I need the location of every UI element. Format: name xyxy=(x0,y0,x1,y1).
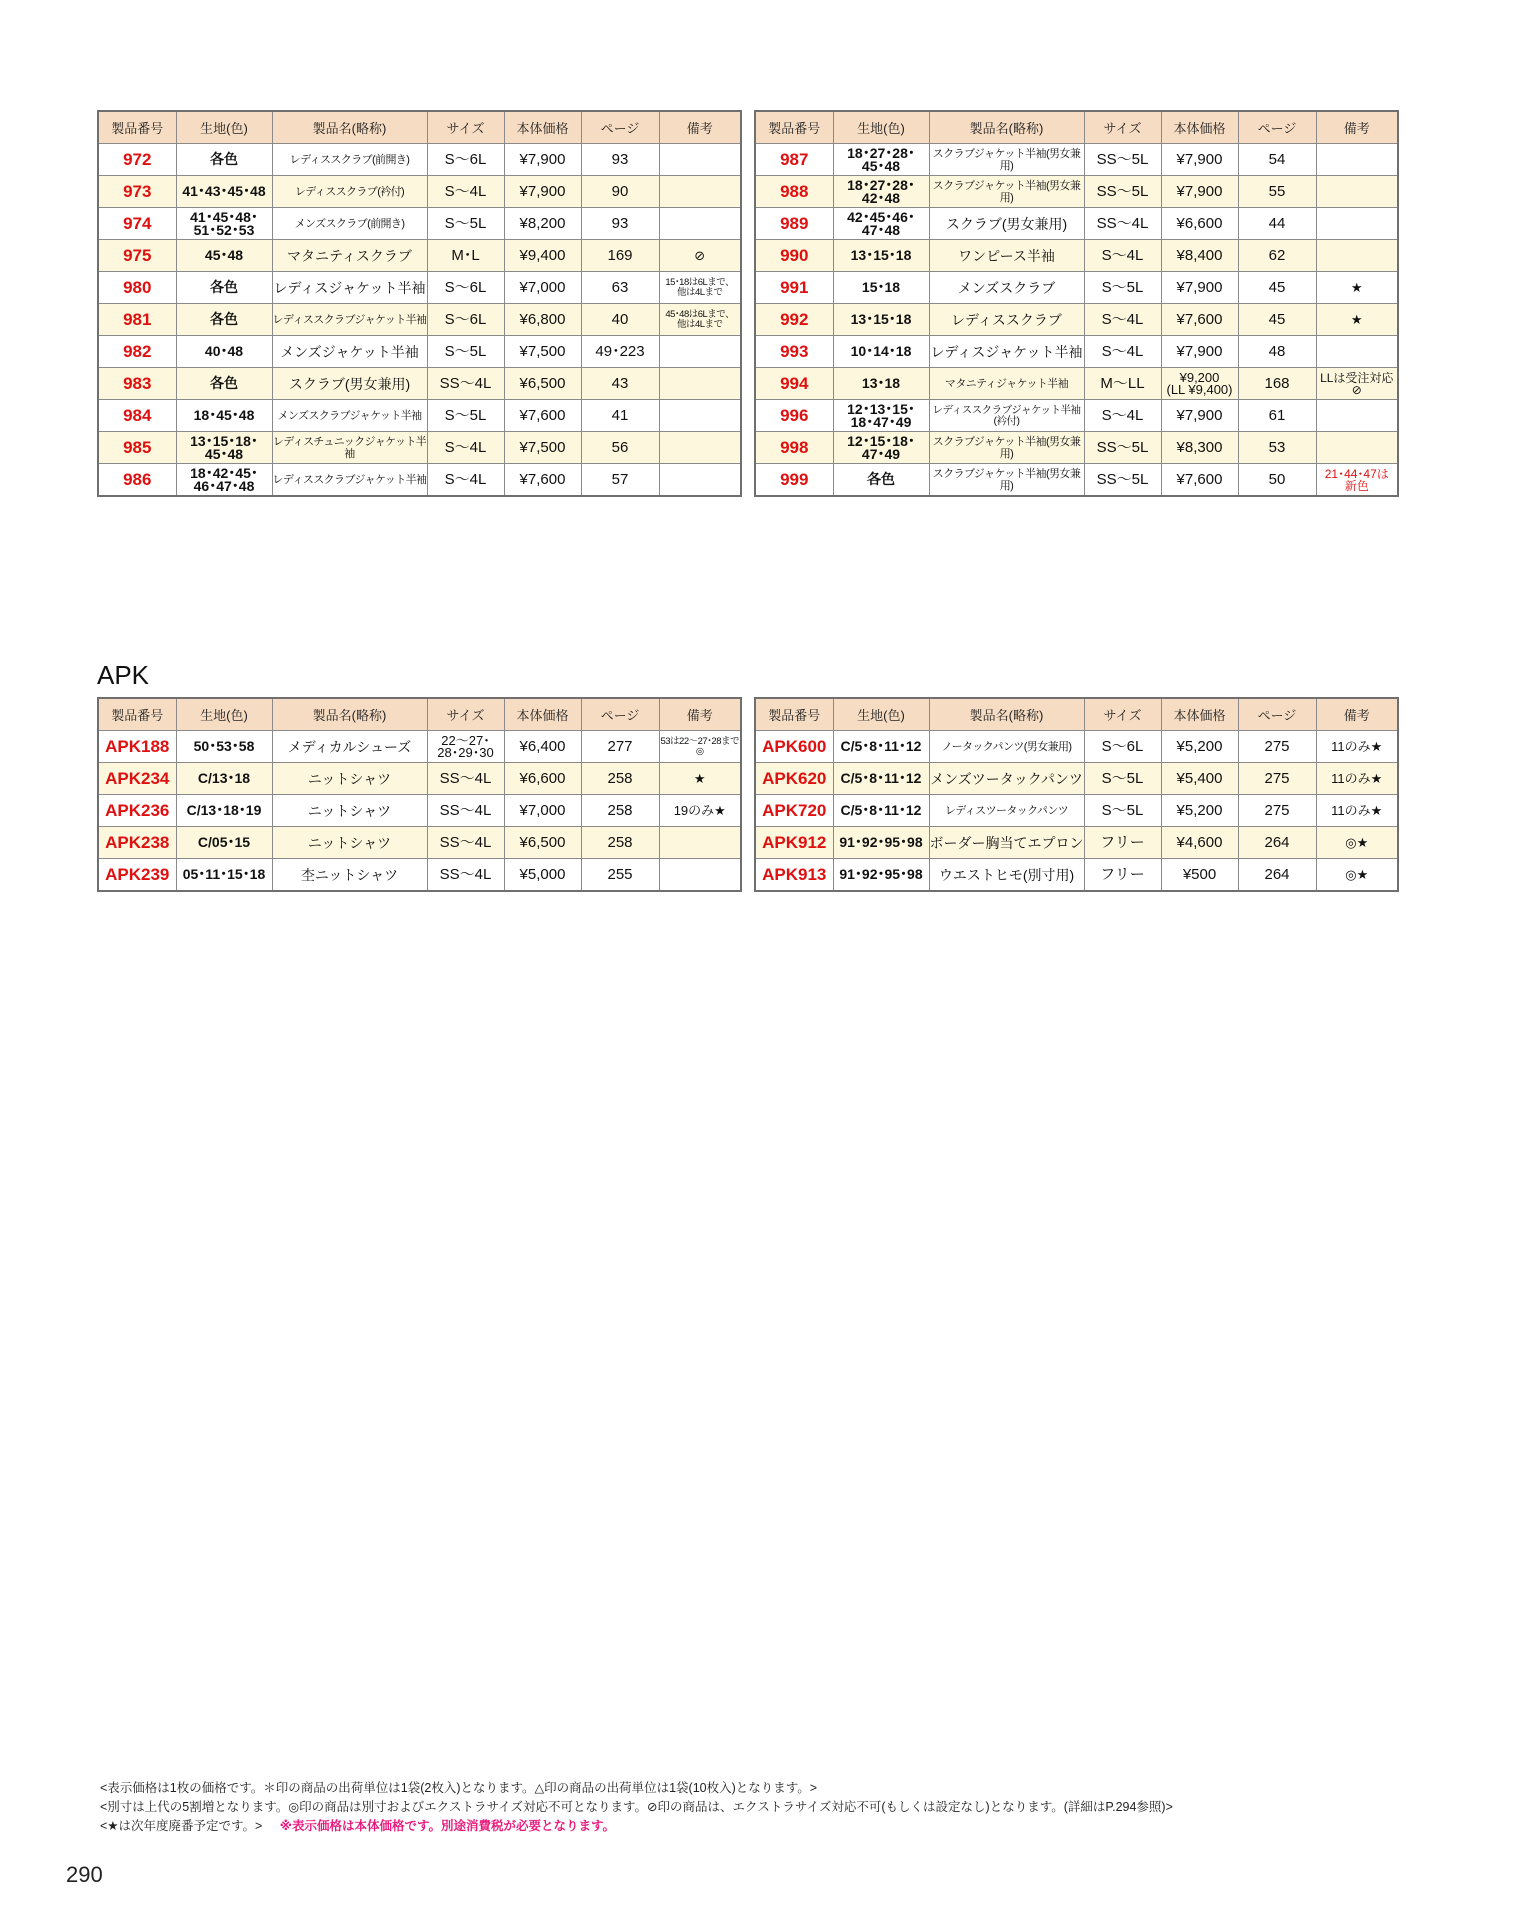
product-name: 杢ニットシャツ xyxy=(272,859,427,892)
product-code: 996 xyxy=(755,400,833,432)
catalog-page: 168 xyxy=(1238,368,1316,400)
header-fabric: 生地(色) xyxy=(833,698,929,731)
footer-note-2: <別寸は上代の5割増となります。◎印の商品は別寸およびエクストラサイズ対応不可となります。⊘印の商品は、エクストラサイズ対応不可(もしくは設定なし)となります。(詳細はP.294参照)> xyxy=(100,1800,1173,1814)
fabric-color: 05･11･15･18 xyxy=(176,859,272,892)
remarks: 21･44･47は 新色 xyxy=(1316,464,1398,497)
table-header-row xyxy=(755,111,1398,144)
table-row xyxy=(98,731,741,763)
remarks xyxy=(1316,208,1398,240)
size-range: SS～5L xyxy=(1084,464,1161,497)
table-row xyxy=(755,208,1398,240)
table-header-row xyxy=(98,111,741,144)
header-fabric: 生地(色) xyxy=(176,111,272,144)
base-price: ¥5,400 xyxy=(1161,763,1238,795)
base-price: ¥6,600 xyxy=(1161,208,1238,240)
remarks xyxy=(1316,176,1398,208)
fabric-color: 13･18 xyxy=(833,368,929,400)
table-row xyxy=(98,144,741,176)
remarks: ★ xyxy=(1316,304,1398,336)
product-code: 980 xyxy=(98,272,176,304)
product-code: 994 xyxy=(755,368,833,400)
catalog-page: 275 xyxy=(1238,763,1316,795)
size-range: S～5L xyxy=(427,400,504,432)
fabric-color: 18･27･28･ 42･48 xyxy=(833,176,929,208)
base-price: ¥500 xyxy=(1161,859,1238,892)
remarks: 45･48は6Lまで、 他は4Lまで xyxy=(659,304,741,336)
product-name: マタニティスクラブ xyxy=(272,240,427,272)
remarks: ◎★ xyxy=(1316,859,1398,892)
catalog-page: 44 xyxy=(1238,208,1316,240)
fabric-color: C/13･18 xyxy=(176,763,272,795)
product-code: 998 xyxy=(755,432,833,464)
fabric-color: C/5･8･11･12 xyxy=(833,731,929,763)
catalog-page: 258 xyxy=(581,795,659,827)
fabric-color: 91･92･95･98 xyxy=(833,827,929,859)
header-price: 本体価格 xyxy=(504,111,581,144)
header-note: 備考 xyxy=(1316,111,1398,144)
fabric-color: 各色 xyxy=(833,464,929,497)
size-range: S～5L xyxy=(427,336,504,368)
catalog-page: 54 xyxy=(1238,144,1316,176)
size-range: S～6L xyxy=(1084,731,1161,763)
fabric-color: 10･14･18 xyxy=(833,336,929,368)
fabric-color: 各色 xyxy=(176,272,272,304)
table-row xyxy=(98,240,741,272)
base-price: ¥7,600 xyxy=(504,464,581,497)
product-code: 993 xyxy=(755,336,833,368)
product-name: レディススクラブジャケット半袖 xyxy=(272,464,427,497)
base-price: ¥9,400 xyxy=(504,240,581,272)
size-range: SS～4L xyxy=(427,859,504,892)
fabric-color: 50･53･58 xyxy=(176,731,272,763)
header-size: サイズ xyxy=(427,111,504,144)
remarks: 19のみ★ xyxy=(659,795,741,827)
remarks xyxy=(1316,144,1398,176)
fabric-color: 42･45･46･ 47･48 xyxy=(833,208,929,240)
size-range: フリー xyxy=(1084,859,1161,892)
remarks: ★ xyxy=(659,763,741,795)
fabric-color: C/13･18･19 xyxy=(176,795,272,827)
size-range: SS～4L xyxy=(427,827,504,859)
table-row xyxy=(98,336,741,368)
fabric-color: 13･15･18 xyxy=(833,304,929,336)
base-price: ¥7,900 xyxy=(1161,272,1238,304)
footer-note-3-text: <★は次年度廃番予定です。> xyxy=(100,1819,263,1833)
apk-table-left xyxy=(97,697,742,892)
product-name: スクラブジャケット半袖(男女兼用) xyxy=(929,176,1084,208)
remarks xyxy=(659,144,741,176)
product-code: 991 xyxy=(755,272,833,304)
catalog-page: 41 xyxy=(581,400,659,432)
product-code: 972 xyxy=(98,144,176,176)
size-range: S～6L xyxy=(427,144,504,176)
remarks: ⊘ xyxy=(659,240,741,272)
product-name: レディススクラブ(前開き) xyxy=(272,144,427,176)
table-row xyxy=(755,336,1398,368)
header-note: 備考 xyxy=(1316,698,1398,731)
product-name: レディスチュニックジャケット半袖 xyxy=(272,432,427,464)
remarks xyxy=(659,336,741,368)
product-name: ワンピース半袖 xyxy=(929,240,1084,272)
fabric-color: 13･15･18 xyxy=(833,240,929,272)
table-row xyxy=(755,400,1398,432)
fabric-color: 18･27･28･ 45･48 xyxy=(833,144,929,176)
catalog-page: 45 xyxy=(1238,304,1316,336)
catalog-page: 61 xyxy=(1238,400,1316,432)
table-row xyxy=(755,240,1398,272)
size-range: SS～4L xyxy=(427,795,504,827)
size-range: M･L xyxy=(427,240,504,272)
remarks xyxy=(659,400,741,432)
size-range: SS～4L xyxy=(427,763,504,795)
product-name: ニットシャツ xyxy=(272,763,427,795)
base-price: ¥6,800 xyxy=(504,304,581,336)
catalog-page: 169 xyxy=(581,240,659,272)
fabric-color: 15･18 xyxy=(833,272,929,304)
table-row xyxy=(755,827,1398,859)
product-name: メンズジャケット半袖 xyxy=(272,336,427,368)
size-range: S～4L xyxy=(427,464,504,497)
size-range: SS～4L xyxy=(427,368,504,400)
catalog-page: 50 xyxy=(1238,464,1316,497)
apk-table-right xyxy=(754,697,1399,892)
fabric-color: 45･48 xyxy=(176,240,272,272)
remarks: 11のみ★ xyxy=(1316,795,1398,827)
product-name: レディススクラブ(衿付) xyxy=(272,176,427,208)
size-range: S～6L xyxy=(427,304,504,336)
header-size: サイズ xyxy=(1084,111,1161,144)
fabric-color: 12･13･15･ 18･47･49 xyxy=(833,400,929,432)
header-price: 本体価格 xyxy=(1161,111,1238,144)
catalog-page: 55 xyxy=(1238,176,1316,208)
remarks: ★ xyxy=(1316,272,1398,304)
size-range: S～5L xyxy=(1084,795,1161,827)
product-name: ニットシャツ xyxy=(272,795,427,827)
product-name: レディススクラブ xyxy=(929,304,1084,336)
product-name: レディススクラブジャケット半袖 xyxy=(272,304,427,336)
remarks: 11のみ★ xyxy=(1316,731,1398,763)
header-code: 製品番号 xyxy=(755,698,833,731)
table-row xyxy=(98,304,741,336)
header-name: 製品名(略称) xyxy=(929,111,1084,144)
remarks xyxy=(659,208,741,240)
remarks xyxy=(659,827,741,859)
catalog-page: 275 xyxy=(1238,795,1316,827)
size-range: S～6L xyxy=(427,272,504,304)
fabric-color: 各色 xyxy=(176,144,272,176)
remarks xyxy=(659,859,741,892)
product-name: メンズスクラブジャケット半袖 xyxy=(272,400,427,432)
product-code: APK912 xyxy=(755,827,833,859)
fabric-color: 41･43･45･48 xyxy=(176,176,272,208)
size-range: S～4L xyxy=(427,432,504,464)
product-name: レディスツータックパンツ xyxy=(929,795,1084,827)
product-name: スクラブ(男女兼用) xyxy=(929,208,1084,240)
size-range: SS～5L xyxy=(1084,176,1161,208)
catalog-page: 40 xyxy=(581,304,659,336)
table-row xyxy=(98,859,741,892)
product-name: メンズスクラブ(前開き) xyxy=(272,208,427,240)
header-page: ページ xyxy=(581,111,659,144)
catalog-page: 45 xyxy=(1238,272,1316,304)
header-page: ページ xyxy=(1238,111,1316,144)
size-range: S～5L xyxy=(1084,272,1161,304)
catalog-page: 258 xyxy=(581,763,659,795)
table-row xyxy=(98,176,741,208)
remarks xyxy=(659,368,741,400)
catalog-page: 277 xyxy=(581,731,659,763)
size-range: S～4L xyxy=(1084,400,1161,432)
table-row xyxy=(755,795,1398,827)
table-row xyxy=(98,272,741,304)
header-code: 製品番号 xyxy=(98,698,176,731)
product-name: メディカルシューズ xyxy=(272,731,427,763)
product-code: APK913 xyxy=(755,859,833,892)
catalog-page: 56 xyxy=(581,432,659,464)
catalog-page: 43 xyxy=(581,368,659,400)
size-range: S～4L xyxy=(1084,304,1161,336)
base-price: ¥6,400 xyxy=(504,731,581,763)
base-price: ¥6,600 xyxy=(504,763,581,795)
base-price: ¥7,900 xyxy=(1161,400,1238,432)
catalog-page: 264 xyxy=(1238,827,1316,859)
catalog-page: 63 xyxy=(581,272,659,304)
product-code: 987 xyxy=(755,144,833,176)
remarks xyxy=(1316,432,1398,464)
header-size: サイズ xyxy=(427,698,504,731)
product-code: APK188 xyxy=(98,731,176,763)
size-range: S～4L xyxy=(1084,336,1161,368)
product-code: APK600 xyxy=(755,731,833,763)
header-note: 備考 xyxy=(659,111,741,144)
fabric-color: 40･48 xyxy=(176,336,272,368)
table-row xyxy=(755,368,1398,400)
fabric-color: 91･92･95･98 xyxy=(833,859,929,892)
catalog-page: 49･223 xyxy=(581,336,659,368)
product-code: 982 xyxy=(98,336,176,368)
base-price: ¥5,200 xyxy=(1161,731,1238,763)
base-price: ¥7,600 xyxy=(1161,464,1238,497)
table-header-row xyxy=(755,698,1398,731)
size-range: S～5L xyxy=(1084,763,1161,795)
header-price: 本体価格 xyxy=(1161,698,1238,731)
base-price: ¥7,900 xyxy=(504,176,581,208)
product-code: APK720 xyxy=(755,795,833,827)
product-name: レディスジャケット半袖 xyxy=(929,336,1084,368)
base-price: ¥7,900 xyxy=(1161,176,1238,208)
table-row xyxy=(98,432,741,464)
product-name: スクラブジャケット半袖(男女兼用) xyxy=(929,144,1084,176)
header-code: 製品番号 xyxy=(98,111,176,144)
base-price: ¥7,600 xyxy=(1161,304,1238,336)
product-code: 990 xyxy=(755,240,833,272)
product-table-top-right xyxy=(754,110,1399,497)
header-fabric: 生地(色) xyxy=(833,111,929,144)
table-row xyxy=(98,827,741,859)
catalog-page: 255 xyxy=(581,859,659,892)
size-range: M～LL xyxy=(1084,368,1161,400)
product-code: 989 xyxy=(755,208,833,240)
catalog-page: 264 xyxy=(1238,859,1316,892)
header-name: 製品名(略称) xyxy=(272,111,427,144)
product-name: マタニティジャケット半袖 xyxy=(929,368,1084,400)
product-name: スクラブジャケット半袖(男女兼用) xyxy=(929,432,1084,464)
product-name: ウエストヒモ(別寸用) xyxy=(929,859,1084,892)
base-price: ¥4,600 xyxy=(1161,827,1238,859)
base-price: ¥5,000 xyxy=(504,859,581,892)
product-name: レディスジャケット半袖 xyxy=(272,272,427,304)
base-price: ¥7,500 xyxy=(504,432,581,464)
base-price: ¥7,900 xyxy=(504,144,581,176)
fabric-color: C/5･8･11･12 xyxy=(833,795,929,827)
product-code: 992 xyxy=(755,304,833,336)
catalog-page: 275 xyxy=(1238,731,1316,763)
table-row xyxy=(755,144,1398,176)
product-code: APK620 xyxy=(755,763,833,795)
size-range: 22～27･ 28･29･30 xyxy=(427,731,504,763)
catalog-page: 53 xyxy=(1238,432,1316,464)
fabric-color: 18･42･45･ 46･47･48 xyxy=(176,464,272,497)
header-fabric: 生地(色) xyxy=(176,698,272,731)
product-code: 975 xyxy=(98,240,176,272)
product-code: 974 xyxy=(98,208,176,240)
base-price: ¥7,000 xyxy=(504,795,581,827)
table-row xyxy=(755,176,1398,208)
base-price: ¥7,000 xyxy=(504,272,581,304)
product-code: 986 xyxy=(98,464,176,497)
fabric-color: 各色 xyxy=(176,368,272,400)
fabric-color: C/5･8･11･12 xyxy=(833,763,929,795)
size-range: S～4L xyxy=(427,176,504,208)
table-row xyxy=(755,763,1398,795)
remarks xyxy=(659,432,741,464)
table-row xyxy=(755,464,1398,497)
footer-note-1: <表示価格は1枚の価格です。＊印の商品の出荷単位は1袋(2枚入)となります。△印の商品の出荷単位は1袋(10枚入)となります。> xyxy=(100,1781,818,1795)
fabric-color: 13･15･18･ 45･48 xyxy=(176,432,272,464)
header-price: 本体価格 xyxy=(504,698,581,731)
table-header-row xyxy=(98,698,741,731)
product-code: 983 xyxy=(98,368,176,400)
base-price: ¥7,900 xyxy=(1161,336,1238,368)
product-table-top-left xyxy=(97,110,742,497)
base-price: ¥9,200 (LL ¥9,400) xyxy=(1161,368,1238,400)
base-price: ¥6,500 xyxy=(504,827,581,859)
product-code: APK239 xyxy=(98,859,176,892)
base-price: ¥7,900 xyxy=(1161,144,1238,176)
remarks xyxy=(659,176,741,208)
catalog-page: 93 xyxy=(581,208,659,240)
remarks xyxy=(1316,240,1398,272)
base-price: ¥7,500 xyxy=(504,336,581,368)
remarks: 53は22～27･28まで ◎ xyxy=(659,731,741,763)
catalog-page: 48 xyxy=(1238,336,1316,368)
catalog-page: 62 xyxy=(1238,240,1316,272)
table-row xyxy=(98,763,741,795)
table-row xyxy=(755,859,1398,892)
table-row xyxy=(98,368,741,400)
fabric-color: 12･15･18･ 47･49 xyxy=(833,432,929,464)
product-name: スクラブ(男女兼用) xyxy=(272,368,427,400)
base-price: ¥6,500 xyxy=(504,368,581,400)
remarks: 11のみ★ xyxy=(1316,763,1398,795)
product-code: APK236 xyxy=(98,795,176,827)
table-row xyxy=(98,400,741,432)
size-range: S～4L xyxy=(1084,240,1161,272)
remarks: ◎★ xyxy=(1316,827,1398,859)
product-code: APK238 xyxy=(98,827,176,859)
size-range: フリー xyxy=(1084,827,1161,859)
product-name: ノータックパンツ(男女兼用) xyxy=(929,731,1084,763)
remarks xyxy=(1316,336,1398,368)
table-row xyxy=(755,432,1398,464)
page-number: 290 xyxy=(66,1862,103,1887)
product-name: レディススクラブジャケット半袖 (衿付) xyxy=(929,400,1084,432)
header-name: 製品名(略称) xyxy=(929,698,1084,731)
size-range: SS～5L xyxy=(1084,144,1161,176)
fabric-color: 41･45･48･ 51･52･53 xyxy=(176,208,272,240)
product-code: APK234 xyxy=(98,763,176,795)
product-code: 999 xyxy=(755,464,833,497)
size-range: SS～4L xyxy=(1084,208,1161,240)
base-price: ¥5,200 xyxy=(1161,795,1238,827)
product-code: 984 xyxy=(98,400,176,432)
catalog-page: 93 xyxy=(581,144,659,176)
fabric-color: C/05･15 xyxy=(176,827,272,859)
table-row xyxy=(98,464,741,497)
size-range: SS～5L xyxy=(1084,432,1161,464)
header-code: 製品番号 xyxy=(755,111,833,144)
table-row xyxy=(755,304,1398,336)
header-page: ページ xyxy=(581,698,659,731)
fabric-color: 各色 xyxy=(176,304,272,336)
product-code: 981 xyxy=(98,304,176,336)
fabric-color: 18･45･48 xyxy=(176,400,272,432)
header-name: 製品名(略称) xyxy=(272,698,427,731)
header-page: ページ xyxy=(1238,698,1316,731)
base-price: ¥8,400 xyxy=(1161,240,1238,272)
product-name: ニットシャツ xyxy=(272,827,427,859)
table-row xyxy=(755,731,1398,763)
catalog-page: 90 xyxy=(581,176,659,208)
footer-tax-note: ※表示価格は本体価格です。別途消費税が必要となります。 xyxy=(279,1819,615,1833)
remarks: 15･18は6Lまで、 他は4Lまで xyxy=(659,272,741,304)
product-code: 985 xyxy=(98,432,176,464)
table-row xyxy=(98,795,741,827)
remarks xyxy=(659,464,741,497)
header-size: サイズ xyxy=(1084,698,1161,731)
base-price: ¥8,200 xyxy=(504,208,581,240)
remarks: LLは受注対応 ⊘ xyxy=(1316,368,1398,400)
product-name: ボーダー胸当てエプロン xyxy=(929,827,1084,859)
section-title: APK xyxy=(97,660,150,690)
base-price: ¥7,600 xyxy=(504,400,581,432)
product-code: 973 xyxy=(98,176,176,208)
table-row xyxy=(98,208,741,240)
catalog-page: 258 xyxy=(581,827,659,859)
footer-note-3 xyxy=(100,1816,615,1834)
product-name: メンズツータックパンツ xyxy=(929,763,1084,795)
catalog-page: 57 xyxy=(581,464,659,497)
remarks xyxy=(1316,400,1398,432)
size-range: S～5L xyxy=(427,208,504,240)
header-note: 備考 xyxy=(659,698,741,731)
table-row xyxy=(755,272,1398,304)
product-name: メンズスクラブ xyxy=(929,272,1084,304)
product-name: スクラブジャケット半袖(男女兼用) xyxy=(929,464,1084,497)
product-code: 988 xyxy=(755,176,833,208)
base-price: ¥8,300 xyxy=(1161,432,1238,464)
